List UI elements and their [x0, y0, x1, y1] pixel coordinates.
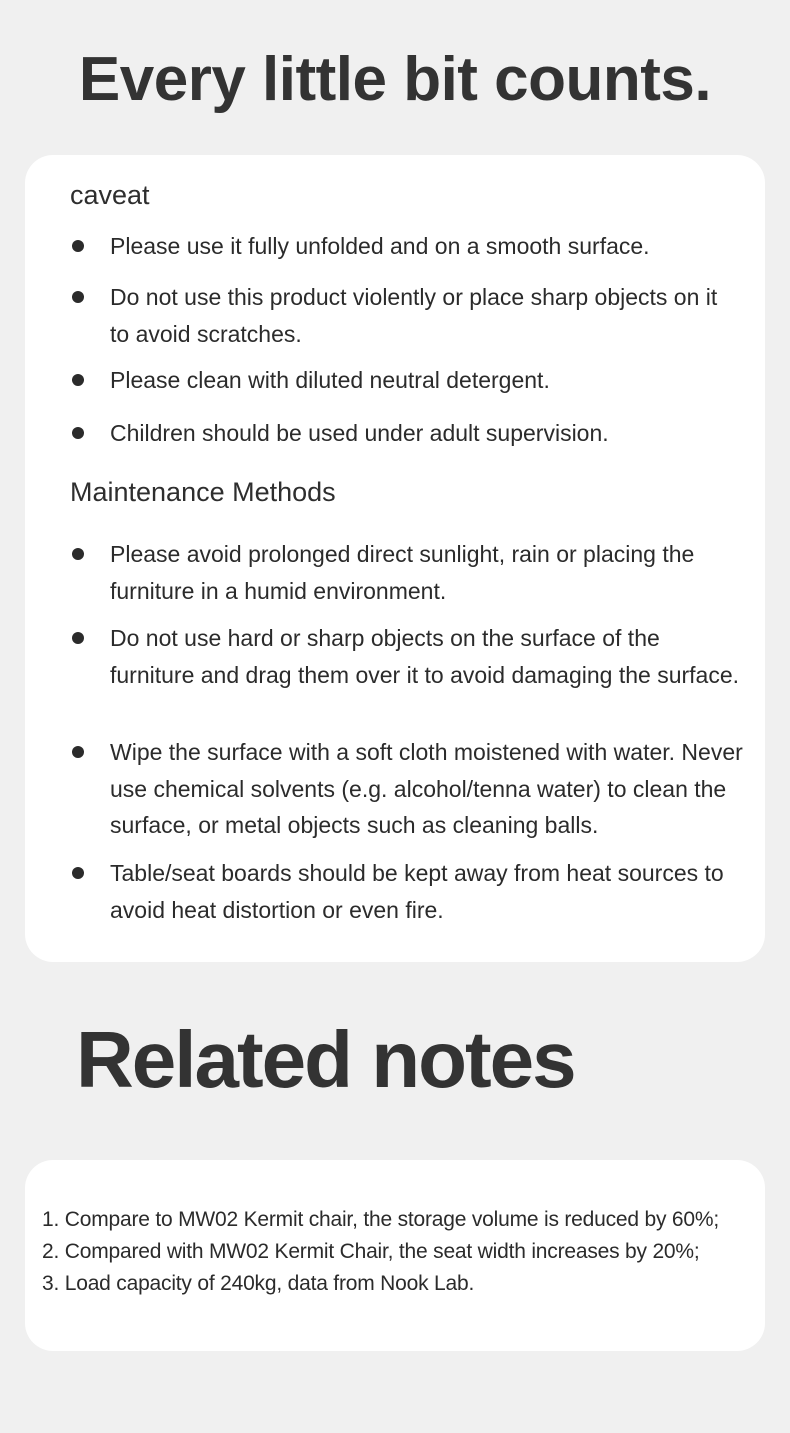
note-item: 1. Compare to MW02 Kermit chair, the storage volume is reduced by 60%; [42, 1208, 719, 1231]
bullet-icon [72, 374, 84, 386]
related-notes-list [42, 1204, 719, 1300]
page-headline: Every little bit counts. [78, 45, 712, 114]
bullet-icon [72, 632, 84, 644]
bullet-icon [72, 548, 84, 560]
bullet-icon [72, 240, 84, 252]
instructions-card: caveat Please use it fully unfolded and on a smooth surface. Do not use this product violently or place sharp objects on it to avoid scratches. Please clean with diluted neutral detergent. Children should be used under adult supervision. Maintenance Methods Please avoid prolonged direct sunlight, rain or placing the furniture in a humid environment. Do not use hard or sharp objects on the surface of the furniture and drag them over it to avoid damaging the surface. Wipe the surface with a soft cloth moistened with water. Never use chemical solvents (e.g. alcohol/tenna water) to clean the surface, or metal objects such as cleaning balls. Table/seat boards should be kept away from heat sources to avoid heat distortion or even fire. [25, 155, 765, 962]
bullet-icon [72, 867, 84, 879]
note-item: 2. Compared with MW02 Kermit Chair, the seat width increases by 20%; [42, 1240, 700, 1263]
caveat-title: caveat [70, 180, 150, 210]
related-notes-heading: Related notes [76, 1015, 575, 1104]
note-item: 3. Load capacity of 240kg, data from Nook Lab. [42, 1272, 475, 1295]
bullet-icon [72, 291, 84, 303]
bullet-icon [72, 746, 84, 758]
maintenance-title: Maintenance Methods [70, 477, 336, 507]
related-notes-card [25, 1160, 765, 1351]
bullet-icon [72, 427, 84, 439]
